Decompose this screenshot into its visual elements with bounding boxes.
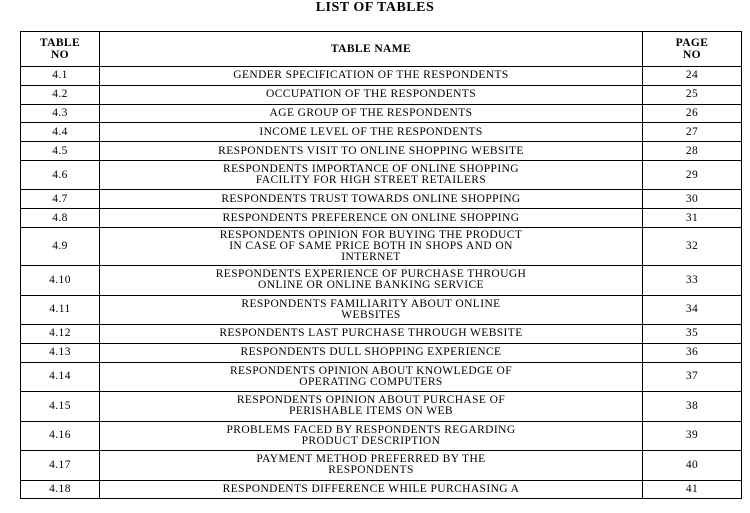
page-number-cell: 37 <box>643 362 742 392</box>
page-number-cell: 39 <box>643 421 742 451</box>
table-number-cell: 4.14 <box>21 362 100 392</box>
page-number-cell: 31 <box>643 209 742 228</box>
table-number-cell: 4.9 <box>21 228 100 266</box>
page-number-cell: 35 <box>643 325 742 344</box>
page-number-cell: 25 <box>643 85 742 104</box>
table-number-cell: 4.11 <box>21 295 100 325</box>
table-row <box>21 104 742 123</box>
table-row <box>21 160 742 190</box>
table-name-cell <box>100 160 643 190</box>
page-number-cell: 36 <box>643 343 742 362</box>
table-name-line: RESPONDENTS DIFFERENCE WHILE PURCHASING A <box>222 483 520 496</box>
table-body <box>21 67 742 499</box>
table-row <box>21 123 742 142</box>
table-number-cell: 4.16 <box>21 421 100 451</box>
page-title: LIST OF TABLES <box>315 0 435 15</box>
table-name-cell <box>100 343 643 362</box>
table-name-line: RESPONDENTS IMPORTANCE OF ONLINE SHOPPING <box>223 163 519 176</box>
table-name-line: RESPONDENTS <box>328 464 414 477</box>
table-row <box>21 142 742 161</box>
table-name-cell <box>100 104 643 123</box>
table-name-line: INCOME LEVEL OF THE RESPONDENTS <box>259 125 483 138</box>
table-name-line: OCCUPATION OF THE RESPONDENTS <box>265 88 476 101</box>
table-row <box>21 451 742 481</box>
table-no-header-line1: TABLE <box>39 37 81 49</box>
table-number-cell: 4.17 <box>21 451 100 481</box>
table-number-cell: 4.3 <box>21 104 100 123</box>
table-row <box>21 266 742 296</box>
table-name-cell <box>100 451 643 481</box>
table-name-cell <box>100 209 643 228</box>
table-number-cell: 4.6 <box>21 160 100 190</box>
table-name-line: RESPONDENTS OPINION FOR BUYING THE PRODUCT <box>219 229 523 242</box>
table-name-line: RESPONDENTS EXPERIENCE OF PURCHASE THROUGH <box>215 268 527 281</box>
table-number-cell: 4.1 <box>21 67 100 86</box>
table-name-line: PROBLEMS FACED BY RESPONDENTS REGARDING <box>226 423 516 436</box>
header-row <box>21 32 742 67</box>
table-name-line: OPERATING COMPUTERS <box>299 375 443 388</box>
table-name-line: RESPONDENTS OPINION ABOUT PURCHASE OF <box>236 394 506 407</box>
table-name-line: RESPONDENTS TRUST TOWARDS ONLINE SHOPPING <box>221 192 521 205</box>
table-name-line: AGE GROUP OF THE RESPONDENTS <box>269 106 473 119</box>
table-number-cell: 4.12 <box>21 325 100 344</box>
table-name-header: TABLE NAME <box>100 32 643 67</box>
table-number-cell: 4.5 <box>21 142 100 161</box>
table-number-cell: 4.13 <box>21 343 100 362</box>
table-name-line: RESPONDENTS VISIT TO ONLINE SHOPPING WEBSITE <box>218 144 524 157</box>
table-number-cell: 4.10 <box>21 266 100 296</box>
table-name-line: RESPONDENTS FAMILIARITY ABOUT ONLINE <box>241 297 501 310</box>
page-number-cell: 29 <box>643 160 742 190</box>
table-number-cell: 4.8 <box>21 209 100 228</box>
table-name-cell <box>100 480 643 499</box>
table-row <box>21 228 742 266</box>
table-name-cell <box>100 392 643 422</box>
table-row <box>21 67 742 86</box>
table-name-cell <box>100 421 643 451</box>
table-name-line: INTERNET <box>341 251 401 264</box>
table-name-cell <box>100 228 643 266</box>
table-row <box>21 343 742 362</box>
table-row <box>21 362 742 392</box>
table-row <box>21 295 742 325</box>
table-name-cell <box>100 123 643 142</box>
table-no-header <box>21 32 100 67</box>
table-name-line: PAYMENT METHOD PREFERRED BY THE <box>256 453 486 466</box>
table-number-cell: 4.4 <box>21 123 100 142</box>
table-name-cell <box>100 190 643 209</box>
table-name-line: RESPONDENTS PREFERENCE ON ONLINE SHOPPING <box>222 211 520 224</box>
page-number-cell: 28 <box>643 142 742 161</box>
table-name-cell <box>100 325 643 344</box>
table-row <box>21 421 742 451</box>
table-no-header-line2: NO <box>50 49 70 61</box>
list-of-tables <box>20 31 742 499</box>
page-number-cell: 40 <box>643 451 742 481</box>
page-number-cell: 24 <box>643 67 742 86</box>
table-name-line: WEBSITES <box>341 308 401 321</box>
table-name-cell <box>100 85 643 104</box>
table-name-cell <box>100 362 643 392</box>
page-number-cell: 30 <box>643 190 742 209</box>
table-row <box>21 209 742 228</box>
table-row <box>21 325 742 344</box>
page-no-header-line1: PAGE <box>675 37 709 49</box>
table-name-line: PERISHABLE ITEMS ON WEB <box>289 405 453 418</box>
page-number-cell: 32 <box>643 228 742 266</box>
page-no-header <box>643 32 742 67</box>
table-name-cell <box>100 67 643 86</box>
page-number-cell: 27 <box>643 123 742 142</box>
table-name-line: ONLINE OR ONLINE BANKING SERVICE <box>258 279 484 292</box>
table-number-cell: 4.7 <box>21 190 100 209</box>
table-name-line: FACILITY FOR HIGH STREET RETAILERS <box>255 174 487 187</box>
page-number-cell: 33 <box>643 266 742 296</box>
table-name-line: RESPONDENTS OPINION ABOUT KNOWLEDGE OF <box>229 364 513 377</box>
page-number-cell: 34 <box>643 295 742 325</box>
table-name-line: RESPONDENTS DULL SHOPPING EXPERIENCE <box>240 346 502 359</box>
table-row <box>21 190 742 209</box>
table-row <box>21 85 742 104</box>
table-number-cell: 4.15 <box>21 392 100 422</box>
table-name-line: GENDER SPECIFICATION OF THE RESPONDENTS <box>233 69 509 82</box>
table-name-cell <box>100 295 643 325</box>
table-name-line: IN CASE OF SAME PRICE BOTH IN SHOPS AND ON <box>229 240 513 253</box>
table-row <box>21 392 742 422</box>
table-name-cell <box>100 266 643 296</box>
page-no-header-line2: NO <box>682 49 702 61</box>
page-number-cell: 38 <box>643 392 742 422</box>
table-name-cell <box>100 142 643 161</box>
table-row <box>21 480 742 499</box>
table-name-line: RESPONDENTS LAST PURCHASE THROUGH WEBSITE <box>219 327 523 340</box>
table-name-line: PRODUCT DESCRIPTION <box>301 434 441 447</box>
page-number-cell: 41 <box>643 480 742 499</box>
table-number-cell: 4.2 <box>21 85 100 104</box>
table-number-cell: 4.18 <box>21 480 100 499</box>
page-number-cell: 26 <box>643 104 742 123</box>
